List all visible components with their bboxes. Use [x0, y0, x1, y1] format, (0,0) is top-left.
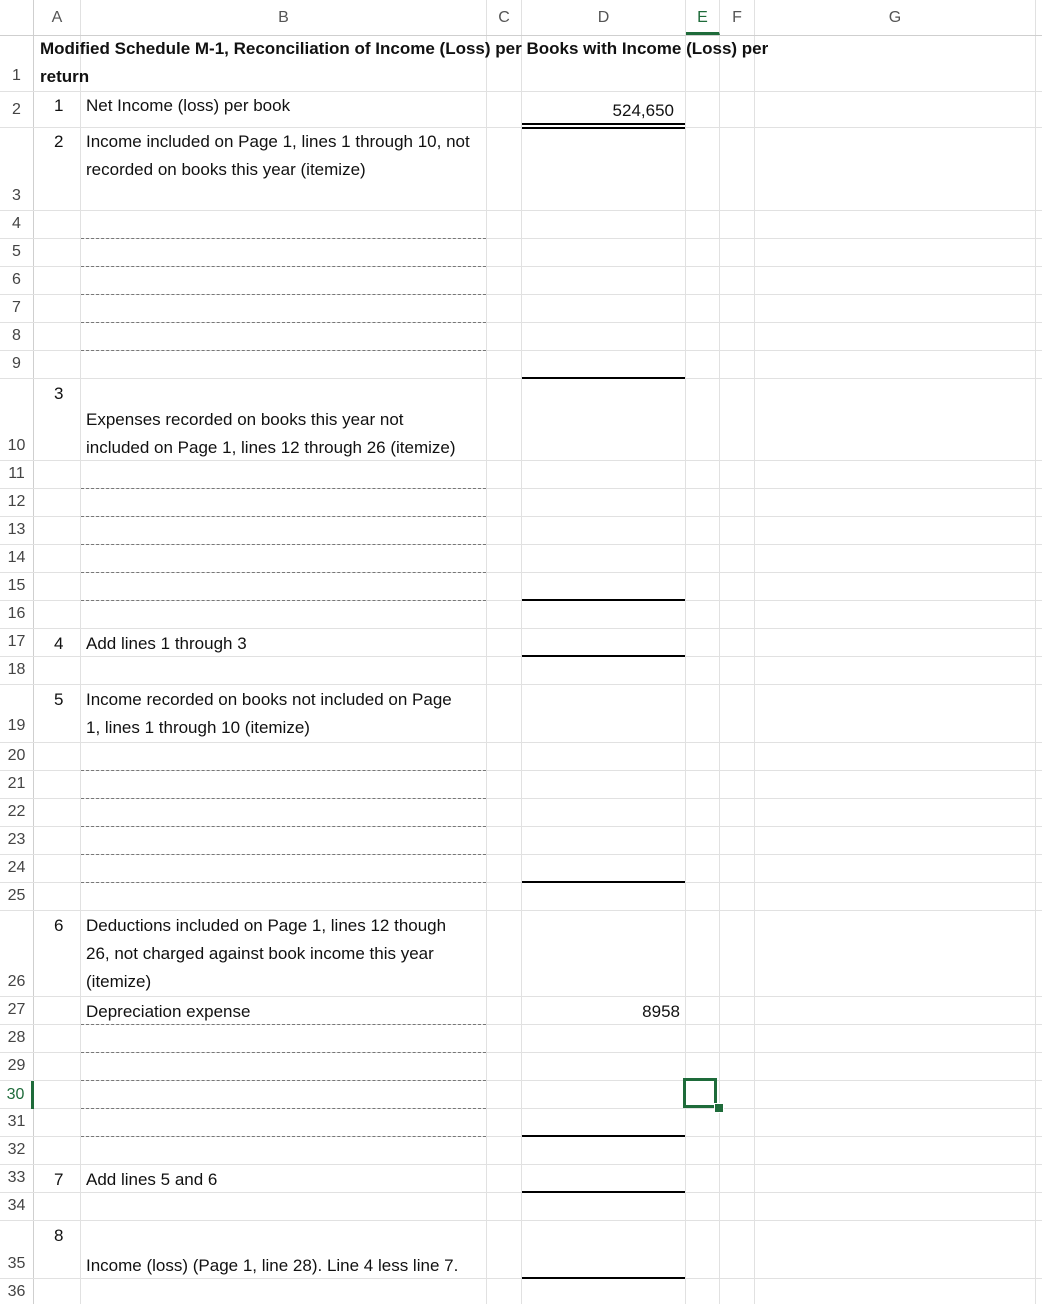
itemize-line[interactable] [81, 854, 486, 855]
row-header-10[interactable]: 10 [7, 437, 26, 454]
itemize-line[interactable] [81, 350, 486, 351]
line-5-label[interactable]: Income recorded on books not included on Page [86, 690, 452, 709]
grid-hline [0, 1220, 1042, 1221]
itemize-line[interactable] [81, 488, 486, 489]
row-header-21[interactable]: 21 [7, 775, 26, 792]
row-header-2[interactable]: 2 [12, 101, 21, 118]
col-header-e[interactable]: E [686, 0, 720, 35]
row-header-33[interactable]: 33 [7, 1169, 26, 1186]
subtotal-underline [522, 1277, 685, 1279]
line-6-number[interactable]: 6 [54, 916, 64, 935]
line-8-number[interactable]: 8 [54, 1226, 64, 1245]
itemize-line[interactable] [81, 266, 486, 267]
line-4-number[interactable]: 4 [54, 634, 64, 653]
grid-hline [0, 1278, 1042, 1279]
row-header-35[interactable]: 35 [7, 1255, 26, 1272]
selected-cell[interactable] [683, 1078, 717, 1108]
grid-hline [0, 742, 1042, 743]
row-header-20[interactable]: 20 [7, 747, 26, 764]
subtotal-underline [522, 1135, 685, 1137]
fill-handle[interactable] [714, 1103, 724, 1113]
grid-vline [80, 36, 81, 1304]
row-header-16[interactable]: 16 [7, 605, 26, 622]
subtotal-underline [522, 599, 685, 601]
row-header-28[interactable]: 28 [7, 1029, 26, 1046]
itemize-line[interactable] [81, 322, 486, 323]
depreciation-label[interactable]: Depreciation expense [86, 1002, 251, 1021]
row-header-14[interactable]: 14 [7, 549, 26, 566]
line-7-number[interactable]: 7 [54, 1170, 64, 1189]
row-header-9[interactable]: 9 [12, 355, 21, 372]
itemize-line[interactable] [81, 1080, 486, 1081]
page-title[interactable]: Modified Schedule M-1, Reconciliation of Income (Loss) per Books with Income (Loss) per [40, 39, 769, 58]
row-header-6[interactable]: 6 [12, 271, 21, 288]
line-2-label-cont[interactable]: recorded on books this year (itemize) [86, 160, 366, 179]
line-1-label[interactable]: Net Income (loss) per book [86, 96, 291, 115]
itemize-line[interactable] [81, 294, 486, 295]
page-title-cont[interactable]: return [40, 67, 90, 86]
itemize-line[interactable] [81, 238, 486, 239]
col-header-c[interactable]: C [487, 0, 522, 35]
row-header-11[interactable]: 11 [8, 465, 25, 482]
row-header-36[interactable]: 36 [7, 1283, 26, 1300]
line-2-number[interactable]: 2 [54, 132, 64, 151]
row-header-30[interactable]: 30 [0, 1081, 34, 1109]
subtotal-underline [522, 1191, 685, 1193]
row-header-17[interactable]: 17 [7, 633, 26, 650]
row-header-13[interactable]: 13 [7, 521, 26, 538]
grid-hline [0, 910, 1042, 911]
line-6-label-cont2[interactable]: (itemize) [86, 972, 152, 991]
row-header-34[interactable]: 34 [7, 1197, 26, 1214]
select-all-corner[interactable] [0, 0, 34, 35]
row-header-25[interactable]: 25 [7, 887, 26, 904]
row-header-31[interactable]: 31 [7, 1113, 26, 1130]
itemize-line[interactable] [81, 1052, 486, 1053]
grid-hline [0, 656, 1042, 657]
subtotal-underline [522, 881, 685, 883]
row-header-8[interactable]: 8 [12, 327, 21, 344]
grid-hline [0, 378, 1042, 379]
grid-vline [1035, 36, 1036, 1304]
itemize-line[interactable] [81, 770, 486, 771]
itemize-line[interactable] [81, 600, 486, 601]
row-header-4[interactable]: 4 [12, 215, 21, 232]
grid-hline [0, 628, 1042, 629]
row-header-24[interactable]: 24 [7, 859, 26, 876]
row-header-22[interactable]: 22 [7, 803, 26, 820]
col-header-f[interactable]: F [720, 0, 755, 35]
line-4-label[interactable]: Add lines 1 through 3 [86, 634, 247, 653]
itemize-line[interactable] [81, 1024, 486, 1025]
row-header-5[interactable]: 5 [12, 243, 21, 260]
col-header-b[interactable]: B [81, 0, 487, 35]
line-2-label[interactable]: Income included on Page 1, lines 1 through 10, not [86, 132, 470, 151]
itemize-line[interactable] [81, 882, 486, 883]
line-1-value[interactable]: 524,650 [612, 101, 674, 120]
line-6-label-cont[interactable]: 26, not charged against book income this year [86, 944, 434, 963]
row-header-18[interactable]: 18 [7, 661, 26, 678]
line-3-label[interactable]: Expenses recorded on books this year not [86, 410, 404, 429]
row-header-27[interactable]: 27 [7, 1001, 26, 1018]
col-header-a[interactable]: A [34, 0, 81, 35]
line-7-label[interactable]: Add lines 5 and 6 [86, 1170, 218, 1189]
col-header-g[interactable]: G [755, 0, 1036, 35]
grid-hline [0, 684, 1042, 685]
grid-hline [0, 1192, 1042, 1193]
grid-hline [0, 1164, 1042, 1165]
line-8-label[interactable]: Income (loss) (Page 1, line 28). Line 4 less line 7. [86, 1256, 459, 1275]
grid-vline [486, 36, 487, 1304]
line-5-number[interactable]: 5 [54, 690, 64, 709]
grid-vline [754, 36, 755, 1304]
row-header-26[interactable]: 26 [7, 973, 26, 990]
grid-vline [719, 36, 720, 1304]
grid-vline [521, 36, 522, 1304]
row-header-23[interactable]: 23 [7, 831, 26, 848]
itemize-line[interactable] [81, 544, 486, 545]
row-header-1[interactable]: 1 [12, 67, 21, 84]
line-3-number[interactable]: 3 [54, 384, 64, 403]
itemize-line[interactable] [81, 572, 486, 573]
grid-hline [0, 460, 1042, 461]
line-6-label[interactable]: Deductions included on Page 1, lines 12 though [86, 916, 447, 935]
line-1-number[interactable]: 1 [54, 96, 64, 115]
itemize-line[interactable] [81, 1136, 486, 1137]
grid-hline [0, 210, 1042, 211]
double-underline [522, 123, 685, 129]
grid-hline [0, 996, 1042, 997]
depreciation-value[interactable]: 8958 [642, 1002, 680, 1021]
row-header-19[interactable]: 19 [7, 717, 26, 734]
line-3-label-cont[interactable]: included on Page 1, lines 12 through 26 (itemize) [86, 438, 456, 457]
col-header-d[interactable]: D [522, 0, 686, 35]
row-header-15[interactable]: 15 [7, 577, 26, 594]
row-header-32[interactable]: 32 [7, 1141, 26, 1158]
grid-hline [0, 127, 1042, 128]
itemize-line[interactable] [81, 1108, 486, 1109]
line-5-label-cont[interactable]: 1, lines 1 through 10 (itemize) [86, 718, 310, 737]
row-header-3[interactable]: 3 [12, 187, 21, 204]
grid-vline [685, 36, 686, 1304]
itemize-line[interactable] [81, 798, 486, 799]
row-header-29[interactable]: 29 [7, 1057, 26, 1074]
itemize-line[interactable] [81, 826, 486, 827]
row-header-7[interactable]: 7 [12, 299, 21, 316]
subtotal-underline [522, 377, 685, 379]
subtotal-underline [522, 655, 685, 657]
itemize-line[interactable] [81, 516, 486, 517]
row-header-12[interactable]: 12 [7, 493, 26, 510]
grid-hline [0, 91, 1042, 92]
